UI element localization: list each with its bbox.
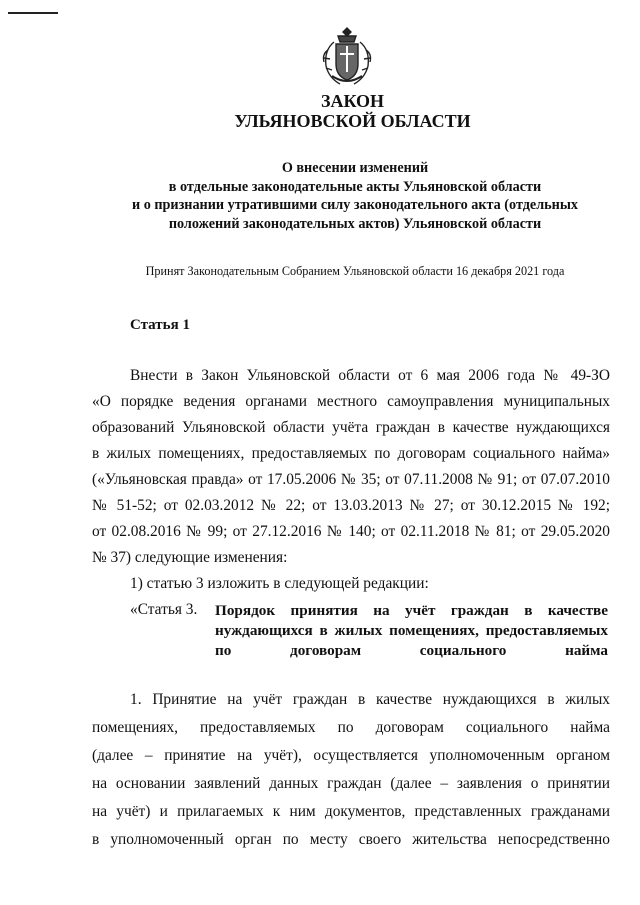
law-title: ЗАКОН <box>320 91 385 111</box>
subtitle-line: в отдельные законодательные акты Ульяновской области <box>168 178 542 195</box>
top-rule <box>8 12 58 14</box>
paragraph-line: (далее – принятие на учёт), осуществляется уполномоченным органом <box>92 747 610 764</box>
paragraph-line: 1. Принятие на учёт граждан в качестве нуждающихся в жилых <box>130 691 610 708</box>
adoption-note: Принят Законодательным Собранием Ульяновской области 16 декабря 2021 года <box>145 264 565 278</box>
article-3-title: нуждающихся в жилых помещениях, предоставляемых <box>215 622 608 639</box>
paragraph-line: в уполномоченный орган по месту своего жительства непосредственно <box>92 831 610 848</box>
article-3-title: по договорам социального найма <box>215 642 608 659</box>
subtitle-line: О внесении изменений <box>281 160 429 176</box>
subtitle-line: и о признании утратившими силу законодательного акта (отдельных <box>131 197 579 213</box>
article-3-label: «Статья 3. <box>130 601 198 618</box>
paragraph-line: № 37) следующие изменения: <box>92 549 288 566</box>
subtitle-line: положений законодательных актов) Ульяновской области <box>168 215 542 232</box>
article-heading: Статья 1 <box>130 317 190 333</box>
paragraph-line: Внести в Закон Ульяновской области от 6 мая 2006 года № 49-ЗО <box>130 367 610 384</box>
paragraph-line: («Ульяновская правда» от 17.05.2006 № 35; от 07.11.2008 № 91; от 07.07.2010 <box>92 471 610 488</box>
paragraph-line: на учёт) и прилагаемых к ним документов, представленных гражданами <box>92 803 610 820</box>
paragraph-line: в жилых помещениях, предоставляемых по договорам социального найма» <box>92 445 610 462</box>
paragraph-line: «О порядке ведения органами местного самоуправления муниципальных <box>92 393 610 410</box>
list-item: 1) статью 3 изложить в следующей редакции: <box>130 575 429 592</box>
coat-of-arms-icon <box>318 24 376 88</box>
paragraph-line: образований Ульяновской области учёта граждан в качестве нуждающихся <box>92 419 610 436</box>
region-title: УЛЬЯНОВСКОЙ ОБЛАСТИ <box>234 111 471 131</box>
paragraph-line: от 02.08.2016 № 99; от 27.12.2016 № 140; от 02.11.2018 № 81; от 29.05.2020 <box>92 523 610 540</box>
paragraph-line: помещениях, предоставляемых по договорам социального найма <box>92 719 610 736</box>
paragraph-line: на основании заявлений данных граждан (далее – заявления о принятии <box>92 775 610 792</box>
article-3-title: Порядок принятия на учёт граждан в качестве <box>215 602 608 619</box>
paragraph-line: № 51-52; от 02.03.2012 № 22; от 13.03.2013 № 27; от 30.12.2015 № 192; <box>92 497 610 514</box>
